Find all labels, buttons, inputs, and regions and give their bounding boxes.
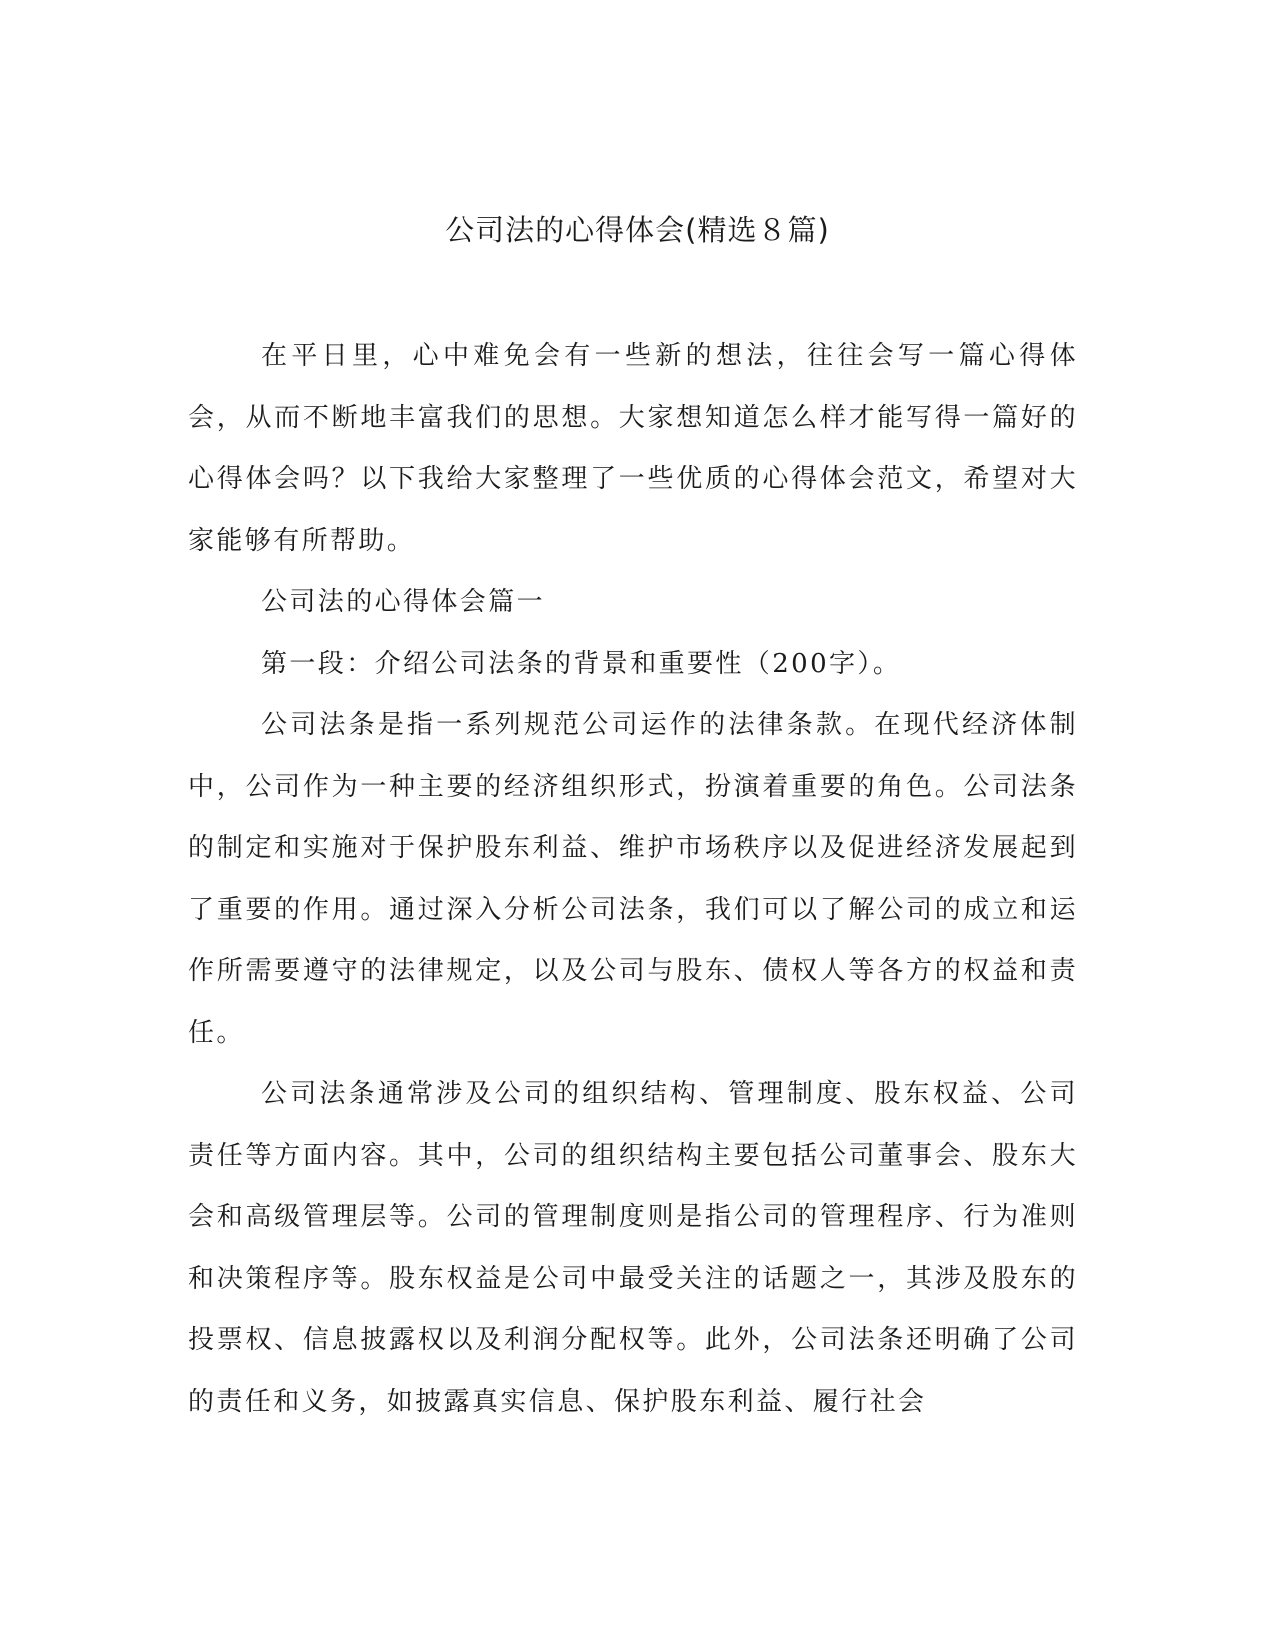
body-paragraph-2: 公司法条通常涉及公司的组织结构、管理制度、股东权益、公司责任等方面内容。其中，公司的组织结构主要包括公司董事会、股东大会和高级管理层等。公司的管理制度则是指公司的管理程序、行为准则和决策程序等。股东权益是公司中最受关注的话题之一，其涉及股东的投票权、信息披露权以及利润分配权等。此外，公司法条还明确了公司的责任和义务，如披露真实信息、保护股东利益、履行社会 bbox=[188, 1079, 1078, 1417]
intro-paragraph: 在平日里，心中难免会有一些新的想法，往往会写一篇心得体会，从而不断地丰富我们的思想。大家想知道怎么样才能写得一篇好的心得体会吗？以下我给大家整理了一些优质的心得体会范文，希望对大家能够有所帮助。 bbox=[188, 341, 1078, 556]
document-title: 公司法的心得体会(精选８篇) bbox=[445, 213, 830, 247]
section-heading: 公司法的心得体会篇一 bbox=[261, 587, 546, 617]
body-paragraph-1: 公司法条是指一系列规范公司运作的法律条款。在现代经济体制中，公司作为一种主要的经济组织形式，扮演着重要的角色。公司法条的制定和实施对于保护股东利益、维护市场秩序以及促进经济发展起到了重要的作用。通过深入分析公司法条，我们可以了解公司的成立和运作所需要遵守的法律规定，以及公司与股东、债权人等各方的权益和责任。 bbox=[188, 710, 1078, 1048]
subsection-heading: 第一段：介绍公司法条的背景和重要性（200字）。 bbox=[261, 648, 902, 679]
document-body bbox=[188, 326, 1078, 1433]
